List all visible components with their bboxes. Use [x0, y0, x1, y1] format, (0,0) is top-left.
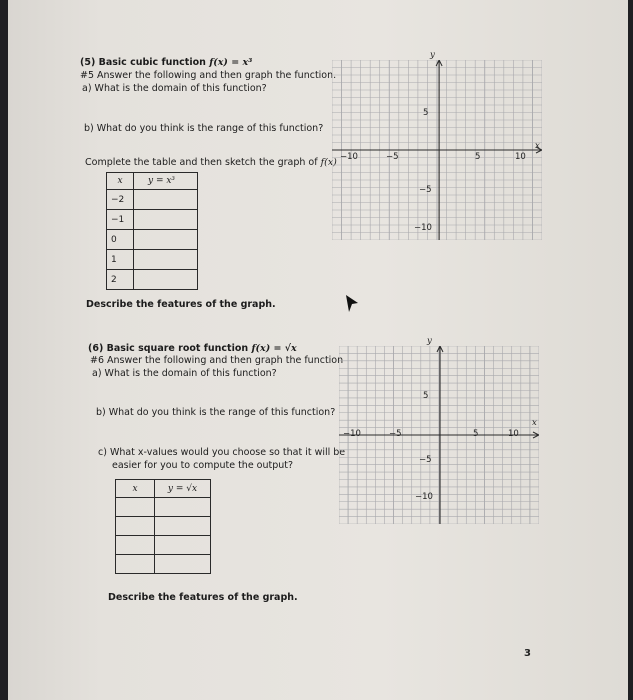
worksheet-page [8, 0, 628, 700]
graph2-tick-y5: 5 [423, 391, 429, 401]
section6-question-b: b) What do you think is the range of this function? [96, 407, 336, 418]
sqrt-table-x-cell[interactable] [116, 536, 155, 555]
cubic-graph-grid[interactable] [332, 60, 542, 240]
page-number: 3 [524, 648, 531, 659]
graph1-x-axis-label: x [535, 141, 540, 151]
section5-instruction: #5 Answer the following and then graph the function. [80, 70, 337, 81]
sqrt-table-header-y: y = √x [155, 480, 211, 498]
cubic-table-y-cell[interactable] [134, 230, 198, 250]
section5-question-a: a) What is the domain of this function? [82, 83, 267, 94]
section5-describe: Describe the features of the graph. [86, 299, 276, 310]
sqrt-table-y-cell[interactable] [155, 555, 211, 574]
graph1-tick-yneg10: −10 [414, 223, 432, 233]
graph1-tick-yneg5: −5 [419, 185, 432, 195]
graph1-tick-y5: 5 [423, 108, 429, 118]
graph2-tick-yneg10: −10 [415, 492, 433, 502]
section6-title-func: f(x) = √x [251, 343, 297, 354]
sqrt-table-y-cell[interactable] [155, 536, 211, 555]
cubic-table-header-x: x [107, 173, 134, 190]
cubic-table-header-y: y = x³ [134, 173, 198, 190]
graph1-tick-pos10: 10 [515, 152, 526, 162]
section6-instruction: #6 Answer the following and then graph the function [90, 355, 344, 366]
sqrt-table-y-cell[interactable] [155, 498, 211, 517]
cubic-table-x-cell: 2 [107, 270, 134, 290]
table-prompt-text: Complete the table and then sketch the graph of [85, 157, 321, 168]
section5-title [80, 57, 252, 69]
sqrt-table-x-cell[interactable] [116, 517, 155, 536]
section5-title-func: f(x) = x³ [209, 57, 253, 68]
cubic-table-y-cell[interactable] [134, 190, 198, 210]
sqrt-table-header-x: x [116, 480, 155, 498]
section6-question-a: a) What is the domain of this function? [92, 368, 277, 379]
graph2-tick-pos10: 10 [508, 429, 519, 439]
section6-question-c-line1: c) What x-values would you choose so that it will be [98, 447, 346, 458]
graph2-tick-pos5: 5 [473, 429, 479, 439]
graph2-tick-yneg5: −5 [419, 455, 432, 465]
graph1-tick-pos5: 5 [475, 152, 481, 162]
cubic-table [106, 172, 198, 290]
section5-table-prompt [85, 157, 337, 169]
graph1-tick-neg10: −10 [340, 152, 358, 162]
sqrt-table-y-cell[interactable] [155, 517, 211, 536]
sqrt-table [115, 479, 211, 574]
cubic-table-y-cell[interactable] [134, 210, 198, 230]
mouse-pointer-icon [344, 294, 360, 314]
sqrt-table-x-cell[interactable] [116, 498, 155, 517]
section5-title-text: (5) Basic cubic function [80, 57, 210, 68]
graph1-y-axis-label: y [430, 50, 435, 60]
graph1-tick-neg5: −5 [386, 152, 399, 162]
section6-describe: Describe the features of the graph. [108, 592, 298, 603]
graph2-y-axis-label: y [427, 336, 432, 346]
section6-question-c-line2: easier for you to compute the output? [112, 460, 294, 471]
cubic-table-x-cell: 0 [107, 230, 134, 250]
section5-question-b: b) What do you think is the range of this function? [84, 123, 324, 134]
graph2-x-axis-label: x [532, 418, 537, 428]
cubic-table-x-cell: −1 [107, 210, 134, 230]
cubic-table-x-cell: 1 [107, 250, 134, 270]
cubic-table-y-cell[interactable] [134, 270, 198, 290]
section6-title [88, 343, 297, 355]
sqrt-table-x-cell[interactable] [116, 555, 155, 574]
graph2-tick-neg5: −5 [389, 429, 402, 439]
cubic-table-y-cell[interactable] [134, 250, 198, 270]
section6-title-text: (6) Basic square root function [88, 343, 252, 354]
table-prompt-func: f(x) [320, 157, 337, 168]
graph2-tick-neg10: −10 [343, 429, 361, 439]
cubic-table-x-cell: −2 [107, 190, 134, 210]
